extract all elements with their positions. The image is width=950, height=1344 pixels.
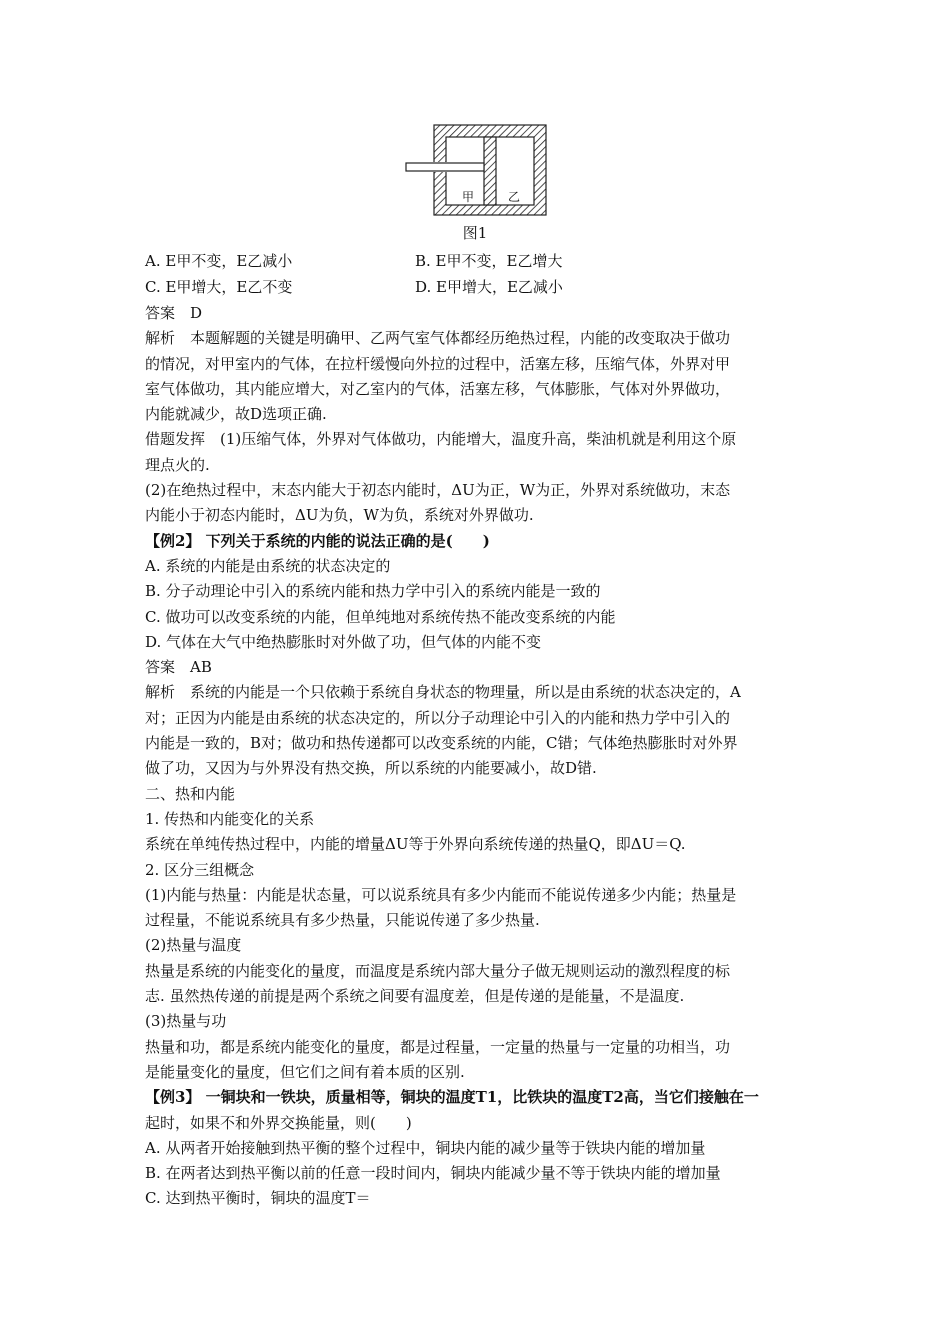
example-3-option-a: A. 从两者开始接触到热平衡的整个过程中，铜块内能的减少量等于铁块内能的增加量 (145, 1138, 706, 1157)
chamber-yi-label: 乙 (508, 190, 521, 204)
subsection-heading: 2. 区分三组概念 (145, 860, 255, 879)
text-line: 内能就减少，故D选项正确. (145, 405, 327, 424)
text-line: (3)热量与功 (145, 1012, 227, 1031)
text-line: (1)内能与热量：内能是状态量，可以说系统具有多少内能而不能说传递多少内能；热量是 (145, 885, 737, 904)
options-row-2 (145, 276, 815, 302)
text-line: 对；正因为内能是由系统的状态决定的，所以分子动理论中引入的内能和热力学中引入的 (145, 708, 731, 727)
body-text (145, 301, 815, 1212)
text-line: 起时，如果不和外界交换能量，则( ) (145, 1113, 412, 1132)
pull-rod (406, 163, 484, 171)
text-line: 热量是系统的内能变化的量度，而温度是系统内部大量分子做无规则运动的激烈程度的标 (145, 961, 731, 980)
example-2-option-c: C. 做功可以改变系统的内能，但单纯地对系统传热不能改变系统的内能 (145, 607, 616, 626)
option-c: C. E甲增大，E乙不变 (145, 278, 293, 296)
text-line: 做了功，又因为与外界没有热交换，所以系统的内能要减小，故D错. (145, 759, 597, 778)
text-line: 内能是一致的，B对；做功和热传递都可以改变系统的内能，C错；气体绝热膨胀时对外界 (145, 734, 738, 753)
example-2-option-d: D. 气体在大气中绝热膨胀时对外做了功，但气体的内能不变 (145, 632, 542, 651)
text-line: 内能小于初态内能时，ΔU为负，W为负，系统对外界做功. (145, 506, 534, 525)
analysis-line: 解析 系统的内能是一个只依赖于系统自身状态的物理量，所以是由系统的状态决定的，A (145, 683, 741, 702)
text-line: 是能量变化的量度，但它们之间有着本质的区别. (145, 1062, 465, 1081)
piston (484, 137, 496, 205)
example-3-heading: 【例3】 一铜块和一铁块，质量相等，铜块的温度T1，比铁块的温度T2高，当它们接触在一 (145, 1088, 759, 1107)
text-line: (2)热量与温度 (145, 936, 242, 955)
example-3-option-c: C. 达到热平衡时，铜块的温度T＝ (145, 1189, 371, 1208)
example-2-option-b: B. 分子动理论中引入的系统内能和热力学中引入的系统内能是一致的 (145, 582, 601, 601)
answer-line: 答案 D (145, 304, 203, 322)
option-d: D. E甲增大，E乙减小 (415, 278, 563, 296)
option-b: B. E甲不变，E乙增大 (415, 252, 563, 270)
chamber-jia-label: 甲 (462, 190, 475, 204)
text-line: (2)在绝热过程中，末态内能大于初态内能时，ΔU为正，W为正，外界对系统做功，末态 (145, 481, 731, 500)
tip-line: 借题发挥 (1)压缩气体，外界对气体做功，内能增大，温度升高，柴油机就是利用这个原 (145, 430, 737, 449)
analysis-line: 解析 本题解题的关键是明确甲、乙两气室气体都经历绝热过程，内能的改变取决于做功 (145, 329, 731, 348)
cylinder-piston-figure (400, 122, 550, 218)
text-line: 系统在单纯传热过程中，内能的增量ΔU等于外界向系统传递的热量Q，即ΔU＝Q. (145, 835, 686, 854)
text-line: 热量和功，都是系统内能变化的量度，都是过程量，一定量的热量与一定量的功相当，功 (145, 1037, 731, 1056)
example-2-heading: 【例2】 下列关于系统的内能的说法正确的是( ) (145, 531, 490, 550)
answer-line: 答案 AB (145, 658, 212, 677)
example-3-option-b: B. 在两者达到热平衡以前的任意一段时间内，铜块内能减少量不等于铁块内能的增加量 (145, 1164, 721, 1183)
text-line: 室气体做功，其内能应增大，对乙室内的气体，活塞左移，气体膨胀，气体对外界做功， (145, 379, 731, 398)
option-a: A. E甲不变，E乙减小 (145, 252, 293, 270)
text-line: 志. 虽然热传递的前提是两个系统之间要有温度差，但是传递的是能量，不是温度. (145, 987, 685, 1006)
options-row-1 (145, 250, 815, 276)
text-line: 的情况，对甲室内的气体，在拉杆缓慢向外拉的过程中，活塞左移，压缩气体，外界对甲 (145, 354, 731, 373)
section-heading: 二、热和内能 (145, 784, 236, 803)
example-2-option-a: A. 系统的内能是由系统的状态决定的 (145, 556, 391, 575)
figure-caption: 图1 (462, 224, 488, 242)
text-line: 过程量，不能说系统具有多少热量，只能说传递了多少热量. (145, 911, 540, 930)
subsection-heading: 1. 传热和内能变化的关系 (145, 809, 315, 828)
text-line: 理点火的. (145, 455, 210, 474)
